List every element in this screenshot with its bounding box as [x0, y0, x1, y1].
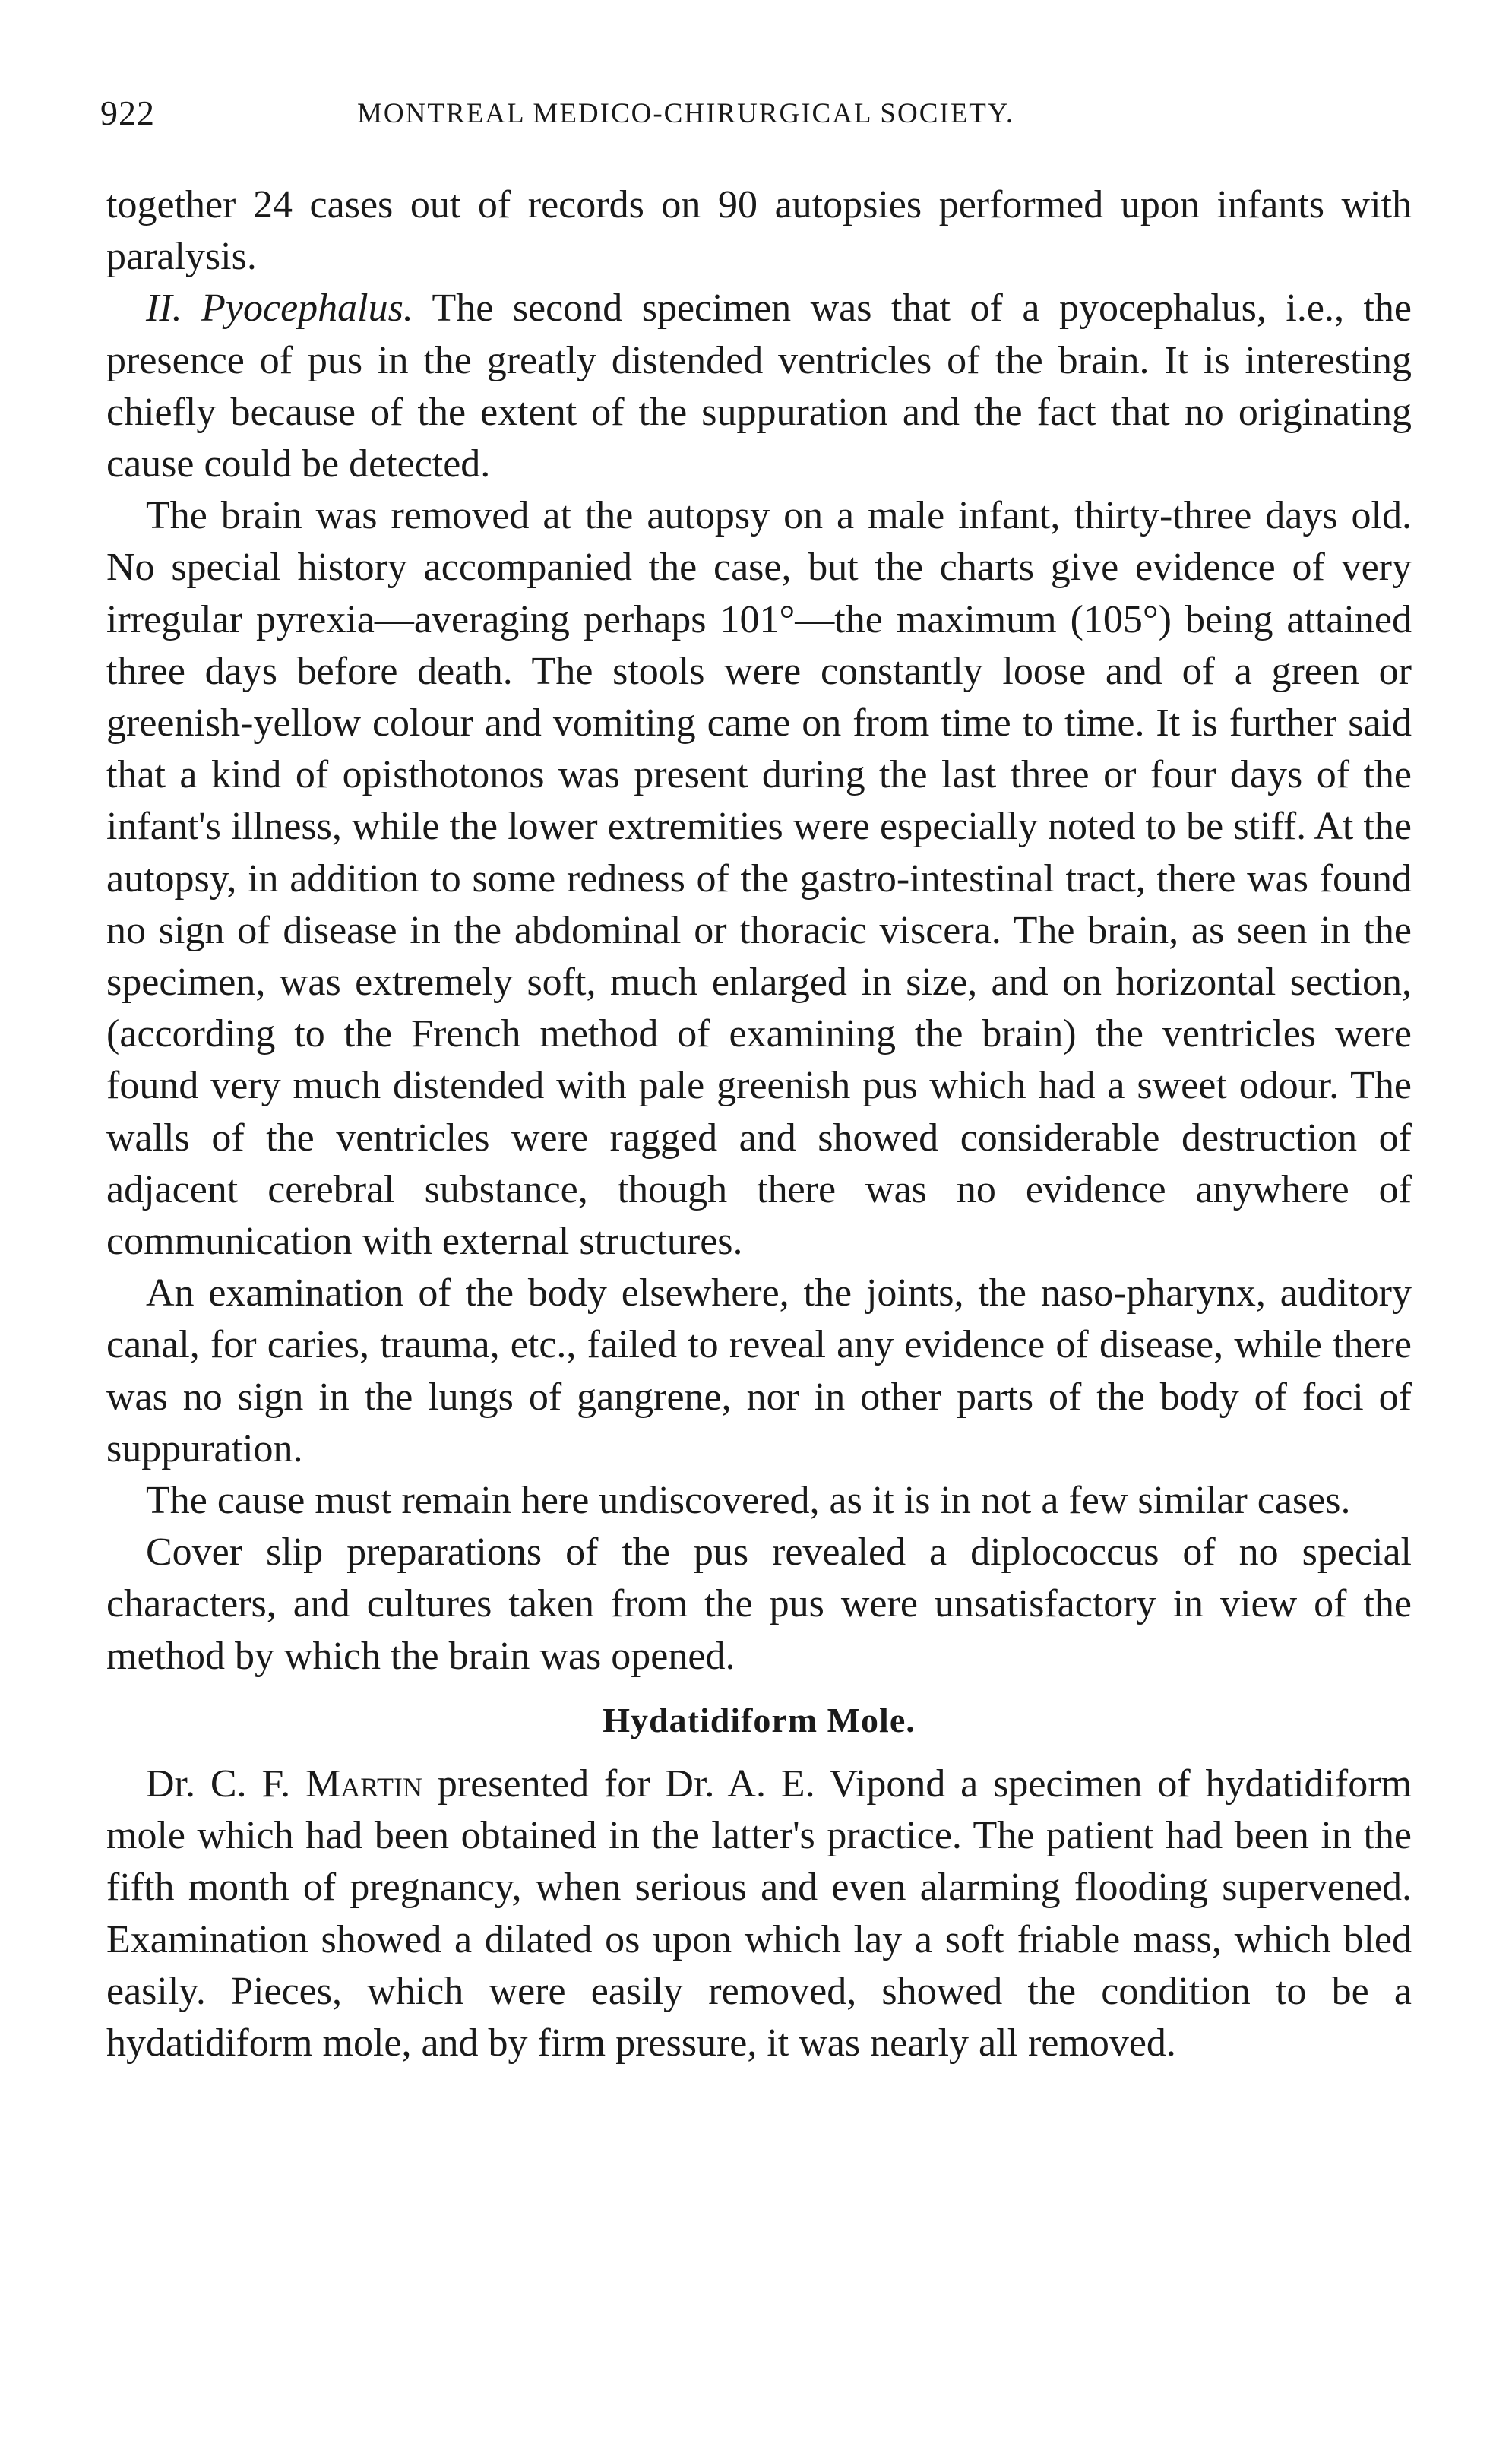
section-heading: Hydatidiform Mole.	[603, 1700, 916, 1739]
presenter-name: Martin	[305, 1762, 423, 1806]
body-text	[106, 179, 1412, 2069]
paragraph-continuation: together 24 cases out of records on 90 autopsies performed upon infants with paralysis.	[106, 183, 1412, 279]
paragraph-text: The second specimen was that of a pyocephalus, i.e., the presence of pus in the greatly distended ventricles of the brain. It is interesting chiefly because of the extent of the suppuration and the fact that no originating cause could be detected.	[106, 286, 1412, 486]
paragraph-cover-slip: Cover slip preparations of the pus revealed a diplococcus of no special characters, and cultures taken from the pus were unsatisfactory in view of the method by which the brain was opened.	[106, 1530, 1412, 1678]
paragraph-examination: An examination of the body elsewhere, the joints, the naso-pharynx, auditory canal, for caries, trauma, etc., failed to reveal any evidence of disease, while there was no sign in the lungs of gangrene, nor in other parts of the body of foci of suppuration.	[106, 1271, 1412, 1470]
specimen-label: II. Pyocephalus.	[146, 286, 413, 331]
paragraph-autopsy: The brain was removed at the autopsy on a male infant, thirty-three days old. No special history accompanied the case, but the charts give evidence of very irregular pyrexia—averaging perhaps 101°—the maximum (105°) being attained three days before death. The stools were constantly loose and of a green or greenish-yellow colour and vomiting came on from time to time. It is further said that a kind of opisthotonos was present during the last three or four days of the infant's illness, while the lower extremities were especially noted to be stiff. At the autopsy, in addition to some redness of the gastro-intestinal tract, there was found no sign of disease in the abdominal or thoracic viscera. The brain, as seen in the specimen, was extremely soft, much enlarged in size, and on horizontal section, (according to the French method of examining the brain) the ventricles were found very much distended with pale greenish pus which had a sweet odour. The walls of the ventricles were ragged and showed considerable destruction of adjacent cerebral substance, though there was no evidence anywhere of communication with external structures.	[106, 494, 1412, 1264]
paragraph-pyocephalus	[106, 283, 1412, 490]
paragraph-hydatidiform-mole	[106, 1758, 1412, 2069]
journal-title: MONTREAL MEDICO-CHIRURGICAL SOCIETY.	[357, 98, 1015, 129]
running-head	[100, 93, 1407, 138]
page-number: 922	[100, 93, 155, 132]
presenter-lead: Dr. C. F.	[146, 1762, 305, 1806]
paragraph-cause: The cause must remain here undiscovered, as it is in not a few similar cases.	[146, 1479, 1351, 1523]
paragraph-text: presented for Dr. A. E. Vipond a specimen of hydatidiform mole which had been obtained in the latter's practice. The patient had been in the fifth month of pregnancy, when serious and even alarming flooding supervened. Examination showed a dilated os upon which lay a soft friable mass, which bled easily. Pieces, which were easily removed, showed the condition to be a hydatidiform mole, and by firm pressure, it was nearly all removed.	[106, 1762, 1412, 2065]
